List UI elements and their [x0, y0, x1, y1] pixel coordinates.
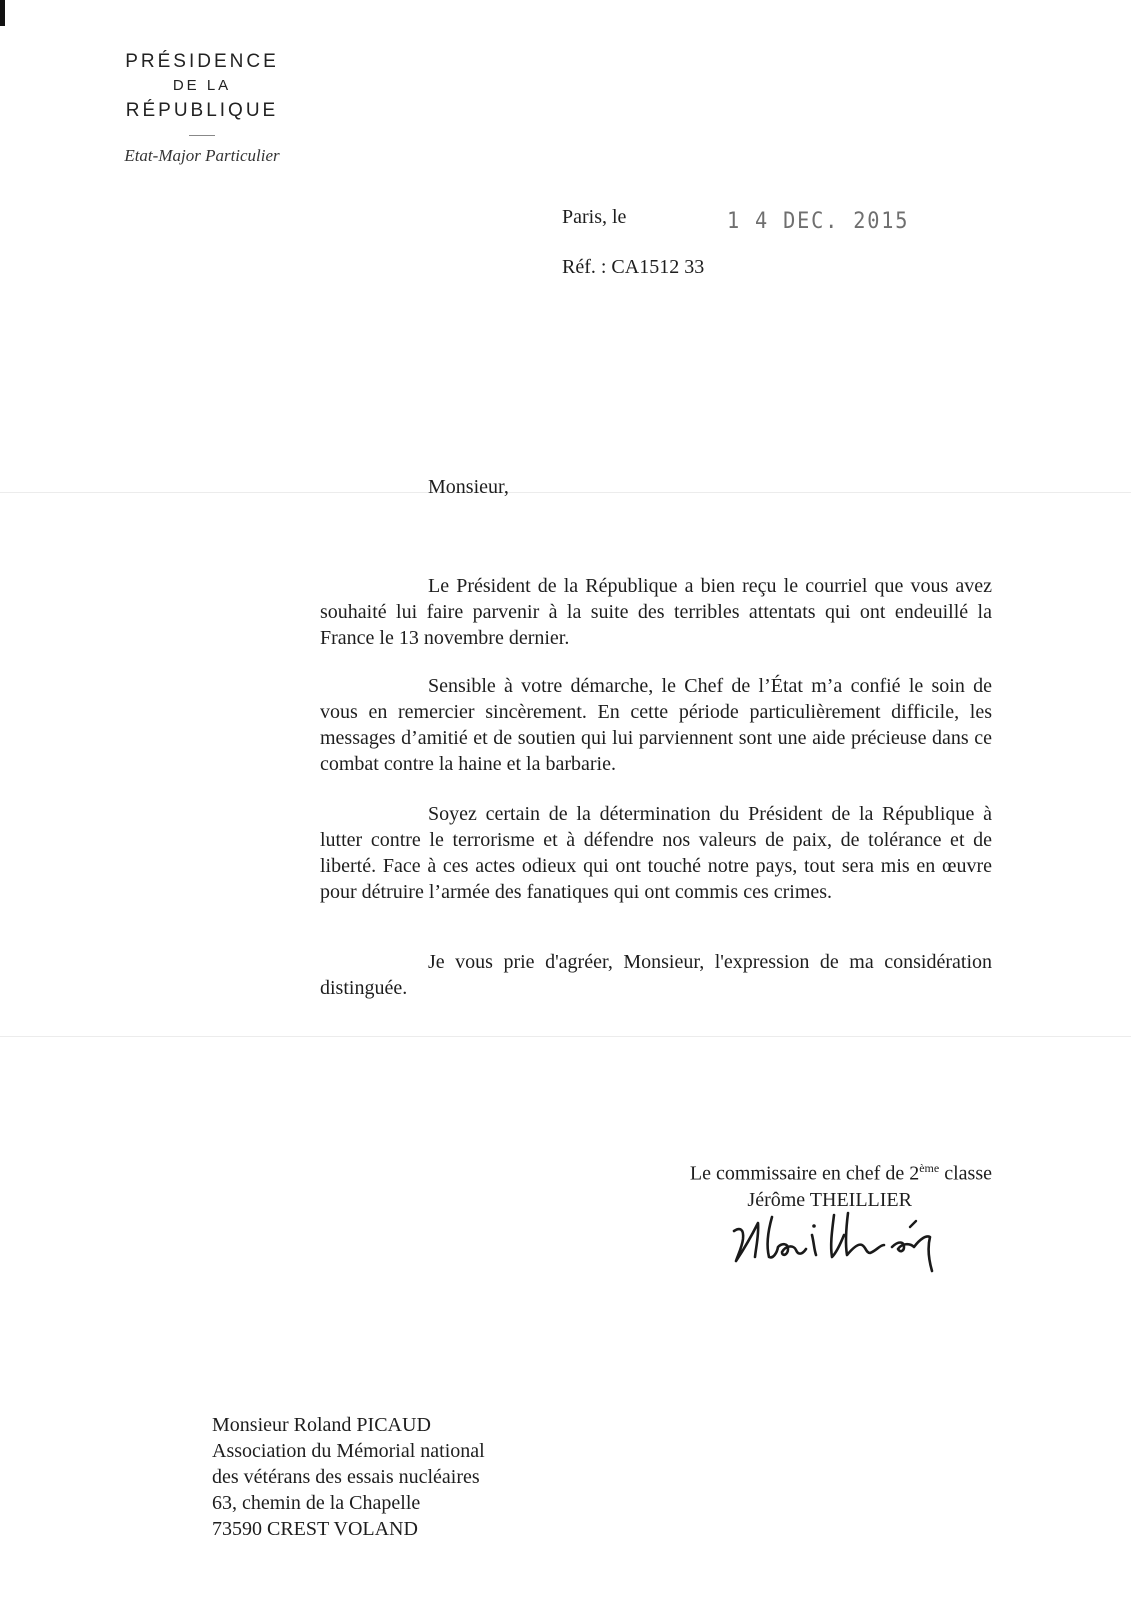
letterhead — [96, 52, 308, 166]
signatory-title-text: Le commissaire en chef de 2 — [689, 1162, 920, 1185]
letterhead-divider — [189, 135, 215, 136]
handwritten-signature — [728, 1205, 968, 1275]
recipient-address — [212, 1412, 485, 1542]
signatory-title-superscript: ème — [919, 1161, 940, 1175]
signatory-name: Jérôme THEILLIER — [747, 1188, 912, 1211]
address-line: Monsieur Roland PICAUD — [212, 1414, 431, 1436]
letterhead-line-3: RÉPUBLIQUE — [125, 100, 279, 121]
signatory-title-suffix: classe — [939, 1162, 992, 1185]
reference-number: Réf. : CA1512 33 — [562, 256, 705, 278]
letterhead-subtitle: Etat-Major Particulier — [124, 146, 280, 165]
letterhead-line-2: DE LA — [172, 77, 232, 94]
letterhead-line-1: PRÉSIDENCE — [125, 51, 279, 72]
salutation: Monsieur, — [428, 476, 509, 498]
closing-paragraph: Je vous prie d'agréer, Monsieur, l'expression de ma considération distinguée. — [320, 951, 992, 999]
place-label: Paris, le — [562, 206, 627, 228]
fold-line — [0, 1036, 1131, 1037]
letter-body — [320, 573, 992, 1001]
address-line: des vétérans des essais nucléaires — [212, 1466, 480, 1488]
fold-line — [0, 492, 1131, 493]
scan-corner-mark — [0, 0, 5, 26]
signatory-title — [620, 1155, 992, 1187]
paragraph-1: Le Président de la République a bien reçu le courriel que vous avez souhaité lui faire parvenir à la suite des terribles attentats qui ont endeuillé la France le 13 novembre dernier. — [320, 575, 992, 649]
paragraph-3: Soyez certain de la détermination du Président de la République à lutter contre le terrorisme et à défendre nos valeurs de paix, de tolérance et de liberté. Face à ces actes odieux qui ont touché notre pays, tout sera mis en œuvre pour détruire l’armée des fanatiques qui ont commis ces crimes. — [320, 803, 992, 903]
signature-block — [620, 1155, 992, 1213]
address-line: 63, chemin de la Chapelle — [212, 1492, 421, 1514]
address-line: Association du Mémorial national — [212, 1440, 485, 1462]
address-line: 73590 CREST VOLAND — [212, 1518, 418, 1540]
date-stamp: 1 4 DEC. 2015 — [727, 209, 910, 234]
paragraph-2: Sensible à votre démarche, le Chef de l’État m’a confié le soin de vous en remercier sincèrement. En cette période particulièrement difficile, les messages d’amitié et de soutien qui lui parviennent sont une aide précieuse dans ce combat contre la haine et la barbarie. — [320, 675, 992, 775]
